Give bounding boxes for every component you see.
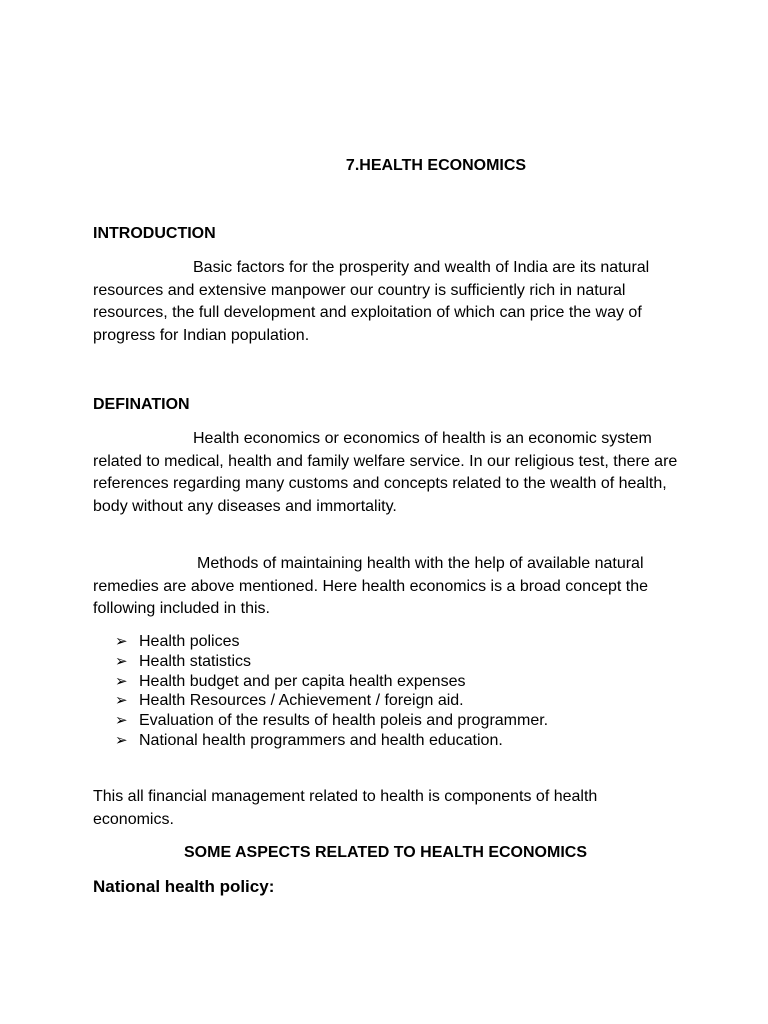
- introduction-text: Basic factors for the prosperity and wealth of India are its natural resources and extensive manpower our country is sufficiently rich in natural resources, the full development and exploitation of which can price the way of progress for Indian population.: [93, 259, 650, 344]
- document-title: 7.HEALTH ECONOMICS: [345, 157, 527, 174]
- arrow-bullet-icon: ➢: [115, 691, 128, 710]
- list-item: ➢ Evaluation of the results of health poleis and programmer.: [115, 711, 549, 730]
- list-item: ➢ Health polices: [115, 632, 240, 650]
- definition-text: Health economics or economics of health is an economic system related to medical, health and family welfare service. In our religious test, there are references regarding many customs and concepts related to the wealth of health, body without any diseases and immortality.: [93, 430, 678, 515]
- bullet-list: [115, 632, 548, 751]
- section-heading-definition: DEFINATION: [93, 396, 190, 413]
- list-item: ➢ Health statistics: [115, 651, 252, 670]
- subheading-national-health-policy: National health policy:: [93, 877, 275, 896]
- list-item: ➢ National health programmers and health education.: [115, 730, 503, 749]
- list-item: ➢ Health Resources / Achievement / foreign aid.: [115, 691, 464, 710]
- arrow-bullet-icon: ➢: [115, 730, 128, 749]
- arrow-bullet-icon: ➢: [115, 671, 128, 690]
- definition-paragraph: [93, 428, 678, 518]
- arrow-bullet-icon: ➢: [115, 651, 128, 670]
- list-item: ➢ Health budget and per capita health expenses: [115, 671, 466, 690]
- section-heading-introduction: INTRODUCTION: [93, 225, 216, 242]
- methods-text: Methods of maintaining health with the help of available natural remedies are above mentioned. Here health economics is a broad concept the following included in this.: [93, 555, 648, 617]
- arrow-bullet-icon: ➢: [115, 711, 128, 730]
- section-subtitle: SOME ASPECTS RELATED TO HEALTH ECONOMICS: [184, 844, 587, 861]
- arrow-bullet-icon: ➢: [115, 632, 128, 650]
- methods-paragraph: [93, 553, 678, 621]
- introduction-paragraph: [93, 257, 678, 347]
- closing-paragraph: This all financial management related to health is components of health economics.: [93, 788, 598, 828]
